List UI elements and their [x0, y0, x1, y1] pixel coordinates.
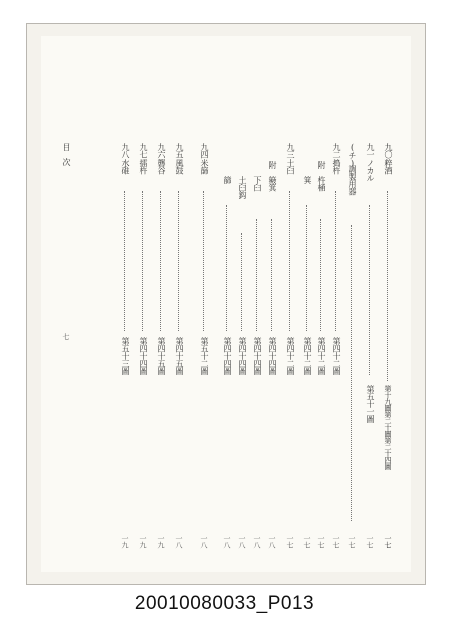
entry-figure-ref: 第五十一圖: [366, 385, 375, 423]
toc-entry: [172, 143, 186, 573]
leader-dots: [142, 191, 143, 331]
entry-page: 一九: [121, 535, 129, 548]
entry-number: 九〇: [384, 143, 393, 158]
entry-figure-ref: 第四十二圖: [332, 337, 341, 375]
toc-entry: [235, 143, 249, 573]
entry-figure-ref: 第四十二圖: [317, 337, 326, 375]
entry-name: ノカル: [366, 159, 375, 182]
entry-figure-ref: 第四十四圖: [238, 337, 247, 375]
toc-entry: [197, 143, 211, 573]
entry-page: 一七: [303, 535, 311, 548]
entry-figure-ref: 第四十五圖: [175, 337, 184, 375]
leader-dots: [160, 191, 161, 331]
running-head-page: 七: [62, 333, 70, 340]
entry-figure-ref: 第五十二圖: [200, 337, 209, 375]
running-head-label: 目 次: [62, 143, 71, 166]
entry-figure-ref: 第四十四圖: [268, 337, 277, 375]
entry-name: 擂杵: [139, 159, 148, 174]
toc-entry: [381, 143, 395, 573]
toc-entry: [300, 143, 314, 573]
toc-entry: [220, 143, 234, 573]
entry-name: 箕: [303, 161, 312, 184]
entry-figure-ref: 第四十四圖: [223, 337, 232, 375]
entry-page: 一八: [238, 535, 246, 548]
toc-entry: [363, 143, 377, 573]
entry-page: 一七: [366, 535, 374, 548]
entry-page: 一八: [223, 535, 231, 548]
toc-entry: [283, 143, 297, 573]
leader-dots: [256, 219, 257, 331]
entry-name: 附 杵桶: [317, 161, 326, 191]
entry-page: 一八: [175, 535, 183, 548]
entry-page: 一九: [139, 535, 147, 548]
entry-page: 一七: [384, 535, 392, 548]
image-caption: 20010080033_P013: [134, 593, 315, 614]
section-title: 調製用器: [348, 165, 357, 195]
entry-number: 九六: [157, 143, 166, 158]
entry-number: 九四: [200, 143, 209, 158]
toc-entry: [154, 143, 168, 573]
running-head: [59, 143, 73, 573]
scan-frame: [26, 23, 426, 585]
toc-entry: [118, 143, 132, 573]
leader-dots: [226, 205, 227, 331]
leader-dots: [320, 219, 321, 331]
entry-name: 下臼: [253, 161, 262, 191]
leader-dots: [369, 205, 370, 375]
leader-dots: [203, 191, 204, 331]
entry-name: 礱谷: [157, 159, 166, 174]
entry-number: 九一: [366, 143, 375, 158]
book-page: [41, 36, 411, 572]
toc-entry: [265, 143, 279, 573]
entry-page: 一七: [348, 535, 356, 548]
entry-name: 粹酒: [384, 159, 393, 174]
leader-dots: [241, 233, 242, 331]
toc-entry: [314, 143, 328, 573]
entry-page: 一八: [253, 535, 261, 548]
leader-dots: [351, 225, 352, 521]
leader-dots: [271, 219, 272, 331]
entry-page: 一九: [157, 535, 165, 548]
entry-number: 九五: [175, 143, 184, 158]
entry-number: 九八: [121, 143, 130, 158]
entry-figure-ref: 第四十二圖: [303, 337, 312, 375]
entry-number: 九三: [286, 143, 295, 158]
entry-page: 一八: [200, 535, 208, 548]
entry-name: 篩: [223, 161, 232, 184]
toc-entry: [250, 143, 264, 573]
entry-figure-ref: 第四十二圖: [286, 337, 295, 375]
entry-page: 一七: [332, 535, 340, 548]
leader-dots: [306, 205, 307, 331]
entry-figure-ref: 第四十四圖: [139, 337, 148, 375]
leader-dots: [289, 191, 290, 331]
leader-dots: [124, 191, 125, 331]
leader-dots: [387, 191, 388, 381]
entry-name: 米篩: [200, 159, 209, 174]
entry-page: 一七: [286, 535, 294, 548]
entry-name: 搗杵: [332, 159, 341, 174]
section-marker: (チ): [348, 143, 357, 168]
entry-figure-ref: 第五十三圖: [121, 337, 130, 375]
toc-entry: [329, 143, 343, 573]
entry-name: 土臼鈎: [238, 161, 247, 199]
toc-entry: [136, 143, 150, 573]
entry-name: 土臼: [286, 159, 295, 174]
leader-dots: [335, 191, 336, 331]
entry-number: 九七: [139, 143, 148, 158]
entry-name: 風鼓: [175, 159, 184, 174]
entry-figure-ref: 第四十四圖: [253, 337, 262, 375]
entry-page: 一八: [268, 535, 276, 548]
entry-name: 水碓: [121, 159, 130, 174]
entry-name: 附 簸箕: [268, 161, 277, 191]
leader-dots: [178, 191, 179, 331]
toc-section-heading: [345, 143, 359, 573]
entry-figure-ref: 第十九圖第二十圖第二十四圖: [384, 385, 392, 470]
entry-figure-ref: 第四十五圖: [157, 337, 166, 375]
entry-page: 一七: [317, 535, 325, 548]
entry-number: 九二: [332, 143, 341, 158]
